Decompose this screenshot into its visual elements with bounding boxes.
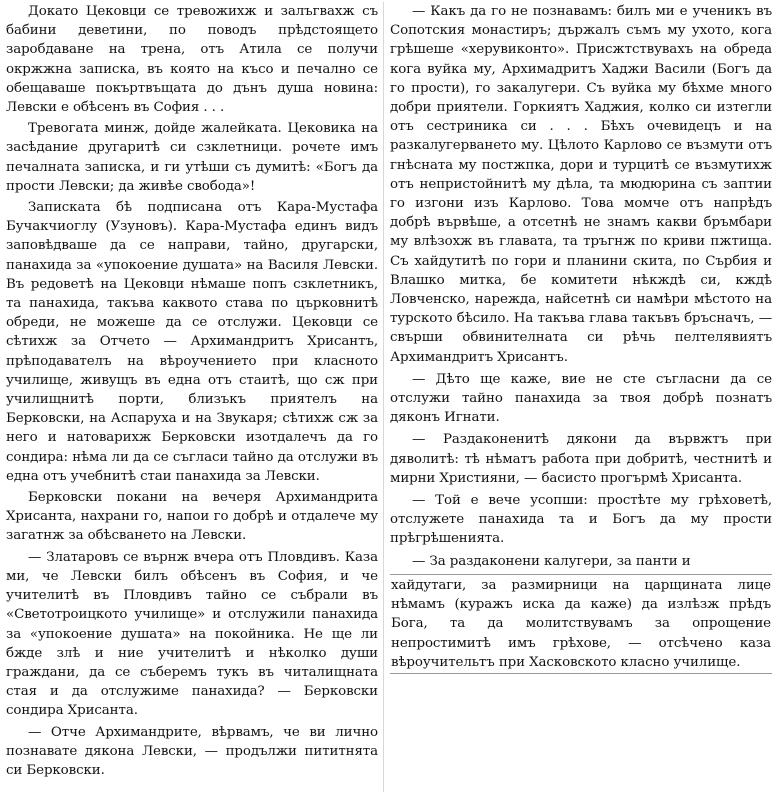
right-column <box>390 2 772 792</box>
paragraph-berkovski-remark: — Дѣто ще каже, вие не сте съгласни да се отслужи тайно панахида за твоя добрѣ познатъ дяконъ Игнати. <box>390 371 772 426</box>
paragraph-final-reply-start: — За раздаконени калугери, за панти и <box>412 553 691 569</box>
paragraph-defrocked-deacons: — Раздаконенитѣ дякони да вървжтъ при дяволитѣ: тѣ нѣматъ работа при добритѣ, честнитѣ и мирни Християни, — басисто прогърмѣ Хрисанта. <box>390 432 772 486</box>
paragraph-mourning: Тревогата минж, дойде жалейката. Цековика на засѣдание другаритѣ си сзклетници. рочете имъ печалната записка, и ги утѣши съ думитѣ: «Богъ да прости Левски; да живѣе свобода»! <box>6 121 378 194</box>
left-column <box>6 2 378 792</box>
paragraph-supper: Берковски покани на вечеря Архимандрита Хрисанта, нахрани го, напои го добрѣ и отдалече му загатнж за обѣсването на Левски. <box>6 490 378 544</box>
paragraph-deceased: — Той е вече усопши: простѣте му грѣховетѣ, отслужете панахида та и Богъ да му прости прѣгрѣшенията. <box>390 493 772 547</box>
paragraph-archimandrite-reply: — Какъ да го не познавамъ: билъ ми е ученикъ въ Сопотския монастиръ; държалъ съмъ му ухото, кога грѣшеше «херувиконто». Присжтствувахъ на обреда кога вуйка му, Архимадритъ Хаджи Васили (Богъ да го прости), го закалугери. Съ вуйка му бѣхме много добри приятели. Горкиятъ Хаджия, колко си изтегли отъ сестриника си . . . Бѣхъ очевидецъ и на разкалугерването му. Цѣлото Карлово се възмути отъ гнѣсната му постжпка, дори и турцитѣ се възмутихж отъ непристойнитѣ му дѣла, та мюдюрина съ заптии го изгони изъ Карлово. Това момче отъ напрѣдъ добрѣ вървѣше, а отсетнѣ не знамъ какви бръмбари му влѣзохж въ главата, та тръгнж по криви пжтища. Съ хайдутитѣ по гори и планини скита, по Сърбия и Влашко митка, бе комитети нѣкждѣ си, кждѣ Ловченско, нарежда, найсетнѣ си намѣри мѣстото на турското бѣсило. На такъва глава такъвъ бръсначъ, — свърши обвинителната си рѣчь пелтелявиятъ Архимандритъ Хрисантъ. <box>390 4 772 365</box>
paragraph-intro: Докато Цековци се тревожихж и залъгвахж съ бабини деветини, по поводъ прѣдстоящето заробдаване на трена, отъ Атила се получи окржжна записка, въ която на късо и печално се обещаваше покъртвъщата до дънъ душа новина: Левски е обѣсенъ въ София . . . <box>6 4 378 116</box>
highlighted-passage: хайдутаги, за размирници на царщината лице нѣмамъ (куражъ иска да каже) да излѣзж прѣдъ Бога, та да молитствувамъ за опрощение непростимитѣ имъ грѣхове, — отсѣчено каза вѣроучительтъ при Хасковското класно училище. <box>390 574 772 674</box>
paragraph-zlatarov: — Златаровъ се върнж вчера отъ Пловдивъ. Каза ми, че Левски билъ обѣсенъ въ София, и че учителитѣ въ Пловдивъ тайно се събрали въ «Светотроицкото училище» и отслужили панахида за «упокоение душата» на покойника. Не ще ли бжде злѣ и ние учителитѣ и нѣколко души граждани, да се съберемъ тукъ въ читалищната стая и да отслужиме панахида? — Берковски сондира Хрисанта. <box>6 549 378 719</box>
paragraph-memo: Записката бѣ подписана отъ Кара-Мустафа Бучакчиоглу (Узуновъ). Кара-Мустафа единъ видъ заповѣдваше да се направи, тайно, другарски, панахида за «упокоение душата» на Василя Левски. Въ редоветѣ на Цековци нѣмаше попъ сзклетникъ, та панахида, такъва каквото става по църковнитѣ обреди, не можеше да се отслужи. Цековци се сѣтихж за Отчето — Архимандритъ Хрисантъ, прѣподавателъ на вѣроучението при класното училище, живущъ въ една отъ стаитѣ, що сж при училищнитѣ порти, близъкъ приятелъ на Берковски, на Аспаруха и на Звукаря; сѣтихж сж за него и натоварихж Берковски изотдалечъ да го сондира: нѣма ли да се съгласи тайно да отслужи въ една отъ учебнитѣ стаи панахида за Левски. <box>6 200 378 484</box>
column-divider <box>383 2 384 792</box>
paragraph-question: — Отче Архимандрите, вѣрвамъ, че ви лично познавате дякона Левски, — продължи пититнята си Берковски. <box>6 724 378 778</box>
